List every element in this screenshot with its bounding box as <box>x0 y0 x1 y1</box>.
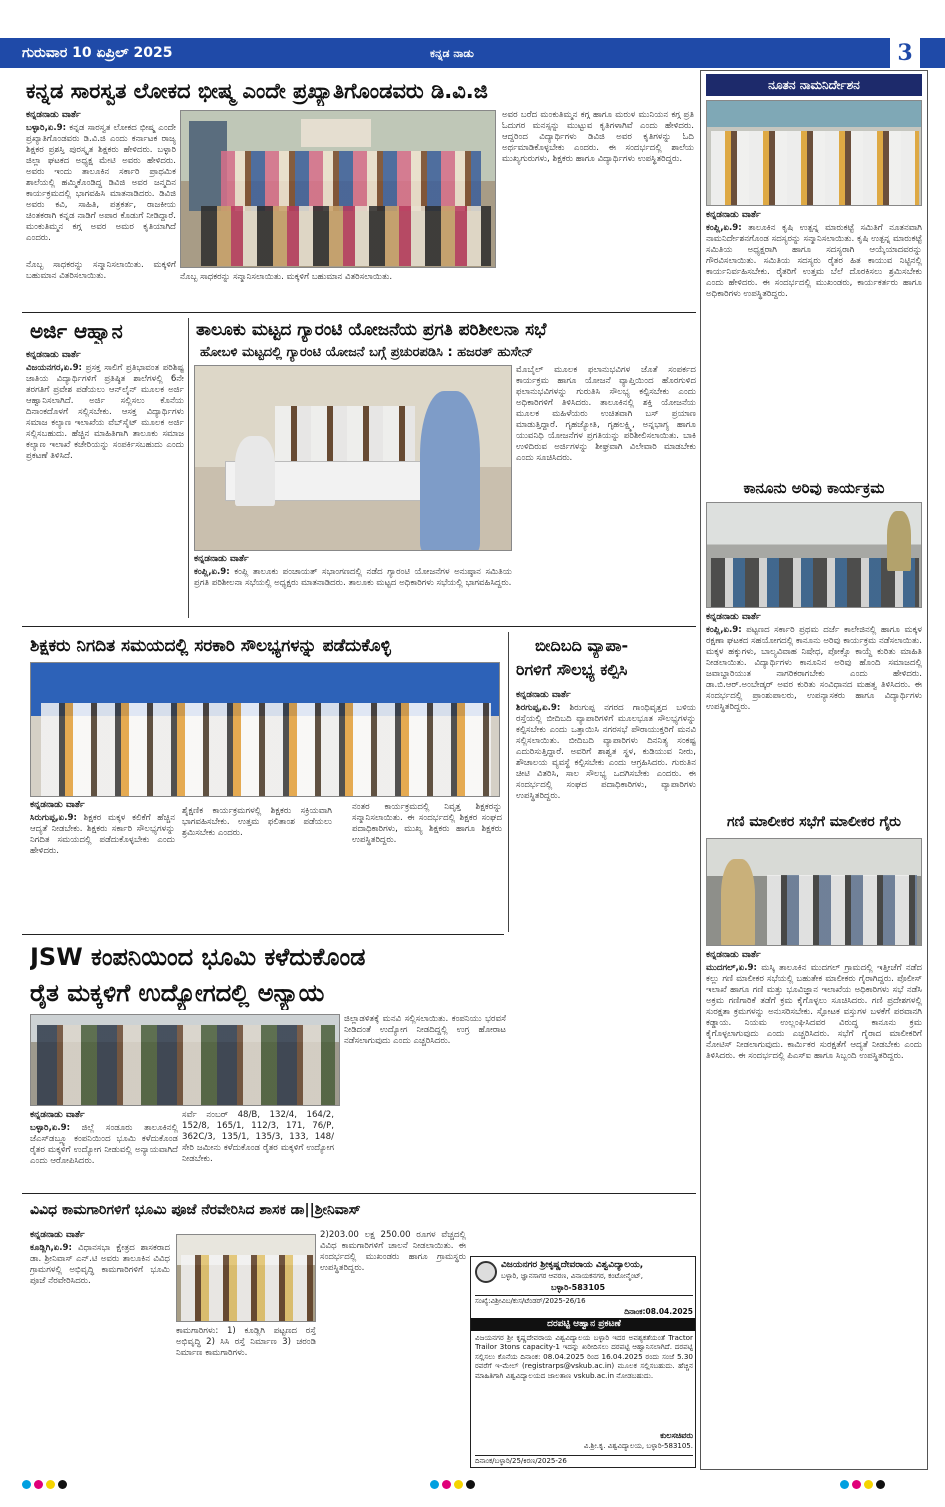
story1-photo-caption: ನೊಬ್ಬ ಸಾಧಕರನ್ನು ಸನ್ಮಾನಿಸಲಾಯಿತು. ಮಕ್ಕಳಿಗೆ ಬಹುಮಾನ ವಿತರಿಸಲಾಯಿತು. <box>180 272 393 282</box>
photo-youth-group <box>37 1025 335 1106</box>
photo-banner <box>301 119 371 147</box>
story3-caption-text: ಕಂಪ್ಲಿ ತಾಲೂಕು ಪಂಚಾಯತ್ ಸಭಾಂಗಣದಲ್ಲಿ ನಡೆದ ಗ್ಯಾರಂಟಿ ಯೋಜನೆಗಳ ಅನುಷ್ಠಾನ ಸಮಿತಿಯ ಪ್ರಗತಿ ಪರಿಶೀಲನಾ ಸಭೆಯಲ್ಲಿ ಅಧ್ಯಕ್ಷರು ಮಾತನಾಡಿದರು. ತಾಲೂಕು ಮಟ್ಟದ ಅಧಿಕಾರಿಗಳು ಸಭೆಯಲ್ಲಿ ಭಾಗವಹಿಸಿದ್ದರು. <box>194 567 512 588</box>
ad-address: ಬಳ್ಳಾರಿ, ಜ್ಞಾನಸಾಗರ ಆವರಣ, ವಿನಾಯಕನಗರ, ಕಂಟೋನ್ಮೆಂಟ್, <box>501 1272 644 1280</box>
story1-dateline: ಬಳ್ಳಾರಿ,ಏ.9: <box>26 123 67 133</box>
story5-headline-line2: ರಿಗಳಿಗೆ ಸೌಲಭ್ಯ ಕಲ್ಪಿಸಿ <box>516 660 628 679</box>
story1-headline: ಕನ್ನಡ ಸಾರಸ್ವತ ಲೋಕದ ಭೀಷ್ಮ ಎಂದೇ ಪ್ರಖ್ಯಾತಿಗೊಂಡವರು ಡಿ.ವಿ.ಜಿ <box>26 79 488 103</box>
photo-meeting-attendees <box>767 875 917 946</box>
story7-column1 <box>30 1230 170 1466</box>
side1-headline: ನೂತನ ನಾಮನಿರ್ದೇಶನ <box>768 78 860 92</box>
story5-dateline: ಶಿರಗುಪ್ಪ,ಏ.9: <box>516 703 561 713</box>
divider-1 <box>22 312 696 313</box>
story4-byline: ಕನ್ನಡನಾಡು ವಾರ್ತೆ <box>30 800 85 810</box>
side2-headline: ಕಾನೂನು ಅರಿವು ಕಾರ್ಯಕ್ರಮ <box>743 479 885 497</box>
side1-byline: ಕನ್ನಡನಾಡು ವಾರ್ತೆ <box>706 210 761 220</box>
story2-dateline: ವಿಜಯನಗರ,ಏ.9: <box>26 363 82 373</box>
ad-date: ದಿನಾಂಕ:08.04.2025 <box>624 1307 693 1316</box>
story7-dateline: ಕೂಡ್ಲಿಗಿ,ಏ.9: <box>30 1243 72 1253</box>
story3-dateline: ಕಂಪ್ಲಿ,ಏ.9: <box>194 567 230 577</box>
cmyk-dot-black <box>58 1480 67 1489</box>
side2-photo <box>706 502 922 608</box>
story6-byline: ಕನ್ನಡನಾಡು ವಾರ್ತೆ <box>30 1110 85 1120</box>
cmyk-dot-black <box>466 1480 475 1489</box>
cmyk-dot-yellow <box>864 1480 873 1489</box>
story3-photo <box>194 365 512 551</box>
divider-3 <box>22 934 504 935</box>
divider-v1 <box>188 318 189 618</box>
story3-caption <box>194 554 512 618</box>
cmyk-dot-magenta <box>852 1480 861 1489</box>
story4-column2: ಶೈಕ್ಷಣಿಕ ಕಾರ್ಯಕ್ರಮಗಳಲ್ಲಿ ಶಿಕ್ಷಕರು ಸಕ್ರಿಯವಾಗಿ ಭಾಗವಹಿಸಬೇಕು. ಉತ್ತಮ ಫಲಿತಾಂಶ ಪಡೆಯಲು ಶ್ರಮಿಸಬೇಕು ಎಂದರು. <box>182 806 332 838</box>
ad-sign-org: ವಿ.ಶ್ರೀ.ಕೃ. ವಿಶ್ವವಿದ್ಯಾಲಯ, ಬಳ್ಳಾರಿ-583105. <box>583 1442 693 1450</box>
story1-photo <box>180 110 496 268</box>
side1-photo <box>706 100 922 206</box>
photo-group-back-row <box>221 151 481 211</box>
story3-column-right <box>516 365 696 615</box>
tender-ad <box>470 1256 696 1468</box>
side1-text: ತಾಲೂಕಿನ ಕೃಷಿ ಉತ್ಪನ್ನ ಮಾರುಕಟ್ಟೆ ಸಮಿತಿಗೆ ನೂತನವಾಗಿ ನಾಮನಿರ್ದೇಶನಗೊಂಡ ಸದಸ್ಯರನ್ನು ಸನ್ಮಾನಿಸಲಾಯಿತು. ಕೃಷಿ ಉತ್ಪನ್ನ ಮಾರುಕಟ್ಟೆ ಸಮಿತಿಯ ಅಧ್ಯಕ್ಷರಾಗಿ ಹಾಗೂ ಸದಸ್ಯರಾಗಿ ಆಯ್ಕೆಯಾದವರನ್ನು ಗೌರವಿಸಲಾಯಿತು. ಸಮಿತಿಯ ಸದಸ್ಯರು ರೈತರ ಹಿತ ಕಾಯುವ ನಿಟ್ಟಿನಲ್ಲಿ ಕಾರ್ಯನಿರ್ವಹಿಸಬೇಕು. ರೈತರಿಗೆ ಉತ್ತಮ ಬೆಲೆ ದೊರಕಿಸಲು ಶ್ರಮಿಸಬೇಕು ಎಂದು ಹೇಳಿದರು. ಈ ಸಂದರ್ಭದಲ್ಲಿ ಮುಖಂಡರು, ಕಾರ್ಯಕರ್ತರು ಹಾಗೂ ಅಧಿಕಾರಿಗಳು ಉಪಸ್ಥಿತರಿದ್ದರು. <box>706 223 922 299</box>
story6-column3: ಜಿಲ್ಲಾಡಳಿತಕ್ಕೆ ಮನವಿ ಸಲ್ಲಿಸಲಾಯಿತು. ಕಂಪನಿಯು ಭರವಸೆ ನೀಡಿದಂತೆ ಉದ್ಯೋಗ ನೀಡದಿದ್ದಲ್ಲಿ ಉಗ್ರ ಹೋರಾಟ ನಡೆಸಲಾಗುವುದು ಎಂದು ಎಚ್ಚರಿಸಿದರು. <box>344 1014 506 1046</box>
photo-felicitation-group <box>711 131 919 206</box>
story4-headline: ಶಿಕ್ಷಕರು ನಿಗದಿತ ಸಮಯದಲ್ಲಿ ಸರಕಾರಿ ಸೌಲಭ್ಯಗಳನ್ನು ಪಡೆದುಕೊಳ್ಳಿ <box>30 636 391 656</box>
story1-column1 <box>26 110 176 260</box>
story5-headline-line1: ಬೀದಿಬದಿ ವ್ಯಾಪಾ- <box>535 636 629 655</box>
divider-4 <box>22 1193 696 1194</box>
cmyk-dot-magenta <box>34 1480 43 1489</box>
story4-dateline: ಸಿರುಗುಪ್ಪ,ಏ.9: <box>30 813 77 823</box>
story3-byline: ಕನ್ನಡನಾಡು ವಾರ್ತೆ <box>194 554 249 564</box>
cmyk-dot-cyan <box>430 1480 439 1489</box>
registration-marks-left <box>22 1480 112 1490</box>
story7-column3: 2)203.00 ಲಕ್ಷ 250.00 ರೂಗಳ ವೆಚ್ಚದಲ್ಲಿ ವಿವಿಧ ಕಾಮಗಾರಿಗಳಿಗೆ ಚಾಲನೆ ನೀಡಲಾಯಿತು. ಈ ಸಂದರ್ಭದಲ್ಲಿ ಮುಖಂಡರು ಹಾಗೂ ಗ್ರಾಮಸ್ಥರು ಉಪಸ್ಥಿತರಿದ್ದರು. <box>320 1230 466 1273</box>
side3-dateline: ಮುದಗಲ್,ಏ.9: <box>706 963 757 973</box>
story6-dateline: ಬಳ್ಳಾರಿ,ಏ.9: <box>30 1123 71 1133</box>
side3-photo <box>706 838 922 946</box>
side3-body <box>706 950 922 1466</box>
photo-speaker <box>887 511 911 571</box>
story5-text: ಶಿರುಗುಪ್ಪ ನಗರದ ಗಾಂಧಿವೃತ್ತದ ಬಳಿಯ ರಸ್ತೆಯಲ್ಲಿ ಬೀದಿಬದಿ ವ್ಯಾಪಾರಿಗಳಿಗೆ ಮೂಲಭೂತ ಸೌಲಭ್ಯಗಳನ್ನು ಕಲ್ಪಿಸಬೇಕು ಎಂದು ಒತ್ತಾಯಿಸಿ ನಗರಸಭೆ ಪೌರಾಯುಕ್ತರಿಗೆ ಮನವಿ ಸಲ್ಲಿಸಲಾಯಿತು. ಬೀದಿಬದಿ ವ್ಯಾಪಾರಿಗಳು ದಿನನಿತ್ಯ ಸಂಕಷ್ಟ ಎದುರಿಸುತ್ತಿದ್ದಾರೆ. ಅವರಿಗೆ ಶಾಶ್ವತ ಸ್ಥಳ, ಕುಡಿಯುವ ನೀರು, ಶೌಚಾಲಯ ವ್ಯವಸ್ಥೆ ಕಲ್ಪಿಸಬೇಕು ಎಂದು ಆಗ್ರಹಿಸಿದರು. ಗುರುತಿನ ಚೀಟಿ ವಿತರಿಸಿ, ಸಾಲ ಸೌಲಭ್ಯ ಒದಗಿಸಬೇಕು ಎಂದರು. ಈ ಸಂದರ್ಭದಲ್ಲಿ ಸಂಘದ ಪದಾಧಿಕಾರಿಗಳು, ವ್ಯಾಪಾರಿಗಳು ಉಪಸ್ಥಿತರಿದ್ದರು. <box>516 703 696 801</box>
story4-text1: ಶಿಕ್ಷಕರ ಮಕ್ಕಳ ಕಲಿಕೆಗೆ ಹೆಚ್ಚಿನ ಆದ್ಯತೆ ನೀಡಬೇಕು. ಶಿಕ್ಷಕರು ಸರ್ಕಾರಿ ಸೌಲಭ್ಯಗಳನ್ನು ನಿಗದಿತ ಸಮಯದಲ್ಲಿ ಪಡೆದುಕೊಳ್ಳಬೇಕು ಎಂದು ಹೇಳಿದರು. <box>30 813 175 856</box>
ad-ref: ಸಂಖ್ಯೆ:ವಿಶ್ರೀವಿಬ/ಕುಸ/ಟೆಂಡರ್/2025-26/16 <box>475 1295 693 1306</box>
cmyk-dot-cyan <box>22 1480 31 1489</box>
story6-photo <box>30 1014 340 1106</box>
masthead-logo: ಕನ್ನಡ ನಾಡು <box>430 47 474 60</box>
story3-subheadline: ಹೋಬಳಿ ಮಟ್ಟದಲ್ಲಿ ಗ್ಯಾರಂಟಿ ಯೋಜನೆ ಬಗ್ಗೆ ಪ್ರಚುರಪಡಿಸಿ : ಹಜರತ್ ಹುಸೇನ್ <box>200 345 534 360</box>
story5-byline: ಕನ್ನಡನಾಡು ವಾರ್ತೆ <box>516 690 571 700</box>
story5-body <box>516 690 696 1028</box>
cmyk-dot-yellow <box>454 1480 463 1489</box>
ad-body: ವಿಜಯನಗರ ಶ್ರೀ ಕೃಷ್ಣದೇವರಾಯ ವಿಶ್ವವಿದ್ಯಾಲಯ ಬಳ್ಳಾರಿ ಇದರ ಅವಶ್ಯಕತೆಯಂತೆ Tractor Trailor 3tons capacity-1 ಇದನ್ನು ಖರೀದಿಸಲು ದರಪಟ್ಟಿ ಆಹ್ವಾನಿಸಲಾಗಿದೆ. ದರಪಟ್ಟಿ ಸಲ್ಲಿಸಲು ಕೊನೆಯ ದಿನಾಂಕ: 08.04.2025 ರಿಂದ 16.04.2025 ರಂದು ಸಂಜೆ 5.30 ರವರೆಗೆ ಇ-ಮೇಲ್ (registrarps@vskub.ac.in) ಮೂಲಕ ಸಲ್ಲಿಸಬಹುದು. ಹೆಚ್ಚಿನ ಮಾಹಿತಿಗಾಗಿ ವಿಶ್ವವಿದ್ಯಾಲಯದ ಜಾಲತಾಣ vskub.ac.in ನೋಡಬಹುದು. <box>475 1333 693 1380</box>
side1-dateline: ಕಂಪ್ಲಿ,ಏ.9: <box>706 223 742 233</box>
story1-caption: ನೊಬ್ಬ ಸಾಧಕರನ್ನು ಸನ್ಮಾನಿಸಲಾಯಿತು. ಮಕ್ಕಳಿಗೆ ಬಹುಮಾನ ವಿತರಿಸಲಾಯಿತು. <box>26 260 176 281</box>
story7-column2: ಕಾಮಗಾರಿಗಳು: 1) ಕೂಡ್ಲಿಗಿ ಪಟ್ಟಣದ ರಸ್ತೆ ಅಭಿವೃದ್ಧಿ 2) ಸಿಸಿ ರಸ್ತೆ ನಿರ್ಮಾಣ 3) ಚರಂಡಿ ನಿರ್ಮಾಣ ಕಾಮಗಾರಿಗಳು. <box>176 1326 316 1358</box>
side1-body <box>706 210 922 472</box>
photo-seated-official <box>235 436 275 506</box>
university-seal-icon <box>475 1261 497 1283</box>
side2-text: ಪಟ್ಟಣದ ಸರ್ಕಾರಿ ಪ್ರಥಮ ದರ್ಜೆ ಕಾಲೇಜಿನಲ್ಲಿ ಹಾಗೂ ಮಕ್ಕಳ ರಕ್ಷಣಾ ಘಟಕದ ಸಹಯೋಗದಲ್ಲಿ ಕಾನೂನು ಅರಿವು ಕಾರ್ಯಕ್ರಮ ನಡೆಸಲಾಯಿತು. ಮಕ್ಕಳ ಹಕ್ಕುಗಳು, ಬಾಲ್ಯವಿವಾಹ ನಿಷೇಧ, ಪೋಕ್ಸೊ ಕಾಯ್ದೆ ಕುರಿತು ಮಾಹಿತಿ ನೀಡಲಾಯಿತು. ವಿದ್ಯಾರ್ಥಿಗಳು ಕಾನೂನಿನ ಅರಿವು ಹೊಂದಿ ಸಮಾಜದಲ್ಲಿ ಜವಾಬ್ದಾರಿಯುತ ನಾಗರಿಕರಾಗಬೇಕು ಎಂದು ಹೇಳಿದರು. ಡಾ.ಬಿ.ಆರ್.ಅಂಬೇಡ್ಕರ್ ಅವರ ಕುರಿತು ಸಂವಿಧಾನದ ಮಹತ್ವ ತಿಳಿಸಿದರು. ಈ ಸಂದರ್ಭದಲ್ಲಿ ಪ್ರಾಂಶುಪಾಲರು, ಉಪನ್ಯಾಸಕರು ಹಾಗೂ ವಿದ್ಯಾರ್ಥಿಗಳು ಉಪಸ್ಥಿತರಿದ್ದರು. <box>706 625 922 712</box>
story3-headline: ತಾಲೂಕು ಮಟ್ಟದ ಗ್ಯಾರಂಟಿ ಯೋಜನೆಯ ಪ್ರಗತಿ ಪರಿಶೀಲನಾ ಸಭೆ <box>196 320 547 340</box>
story1-column3 <box>502 110 694 270</box>
story2-text: ಪ್ರಸಕ್ತ ಸಾಲಿಗೆ ಪ್ರತಿಭಾವಂತ ಪರಿಶಿಷ್ಟ ಜಾತಿಯ ವಿದ್ಯಾರ್ಥಿಗಳಿಗೆ ಪ್ರತಿಷ್ಠಿತ ಶಾಲೆಗಳಲ್ಲಿ 6ನೇ ತರಗತಿಗೆ ಪ್ರವೇಶ ಪಡೆಯಲು ಆನ್‌ಲೈನ್ ಮೂಲಕ ಅರ್ಜಿ ಆಹ್ವಾನಿಸಲಾಗಿದೆ. ಅರ್ಜಿ ಸಲ್ಲಿಸಲು ಕೊನೆಯ ದಿನಾಂಕದೊಳಗೆ ಸಲ್ಲಿಸಬೇಕು. ಆಸಕ್ತ ವಿದ್ಯಾರ್ಥಿಗಳು ಸಮಾಜ ಕಲ್ಯಾಣ ಇಲಾಖೆಯ ವೆಬ್‌ಸೈಟ್ ಮೂಲಕ ಅರ್ಜಿ ಸಲ್ಲಿಸಬಹುದು. ಹೆಚ್ಚಿನ ಮಾಹಿತಿಗಾಗಿ ತಾಲೂಕು ಸಮಾಜ ಕಲ್ಯಾಣ ಇಲಾಖೆ ಕಚೇರಿಯನ್ನು ಸಂಪರ್ಕಿಸಬಹುದು ಎಂದು ಪ್ರಕಟಣೆ ತಿಳಿಸಿದೆ. <box>26 363 184 461</box>
story6-headline-line1: JSW ಕಂಪನಿಯಿಂದ ಭೂಮಿ ಕಳೆದುಕೊಂಡ <box>30 943 366 971</box>
story7-headline: ವಿವಿಧ ಕಾಮಗಾರಿಗಳಿಗೆ ಭೂಮಿ ಪೂಜೆ ನೆರವೇರಿಸಿದ ಶಾಸಕ ಡಾ||ಶ್ರೀನಿವಾಸ್ <box>30 1202 361 1218</box>
photo-people-row <box>275 406 415 461</box>
ad-title: ದರಪಟ್ಟಿ ಆಹ್ವಾನ ಪ್ರಕಟಣೆ <box>471 1318 696 1331</box>
story4-column3: ನಂತರ ಕಾರ್ಯಕ್ರಮದಲ್ಲಿ ನಿವೃತ್ತ ಶಿಕ್ಷಕರನ್ನು ಸನ್ಮಾನಿಸಲಾಯಿತು. ಈ ಸಂದರ್ಭದಲ್ಲಿ ಶಿಕ್ಷಕರ ಸಂಘದ ಪದಾಧಿಕಾರಿಗಳು, ಮುಖ್ಯ ಶಿಕ್ಷಕರು ಹಾಗೂ ಶಿಕ್ಷಕರು ಉಪಸ್ಥಿತರಿದ್ದರು. <box>352 802 502 845</box>
photo-ceremony-people <box>181 1255 313 1322</box>
photo-police-officer <box>721 859 755 946</box>
side3-byline: ಕನ್ನಡನಾಡು ವಾರ್ತೆ <box>706 950 761 960</box>
ad-signature: ಕುಲಸಚಿವರು <box>660 1431 693 1440</box>
story6-text1: ಜಿಲ್ಲೆ ಸಂಡೂರು ತಾಲೂಕಿನಲ್ಲಿ ಜೆಎಸ್‌ಡಬ್ಲ್ಯೂ ಕಂಪನಿಯಿಂದ ಭೂಮಿ ಕಳೆದುಕೊಂಡ ರೈತರ ಮಕ್ಕಳಿಗೆ ಉದ್ಯೋಗ ನೀಡುವಲ್ಲಿ ಅನ್ಯಾಯವಾಗಿದೆ ಎಂದು ಆರೋಪಿಸಿದರು. <box>30 1123 178 1166</box>
cmyk-dot-black <box>876 1480 885 1489</box>
story2-headline: ಅರ್ಜಿ ಆಹ್ವಾನ <box>30 319 123 343</box>
side2-body <box>706 612 922 806</box>
divider-v2 <box>508 632 509 932</box>
registration-marks-right <box>840 1480 930 1490</box>
divider-2 <box>22 626 696 627</box>
story1-byline: ಕನ್ನಡನಾಡು ವಾರ್ತೆ <box>26 110 81 120</box>
story7-text1: ವಿಧಾನಸಭಾ ಕ್ಷೇತ್ರದ ಶಾಸಕರಾದ ಡಾ. ಶ್ರೀನಿವಾಸ್ ಎನ್.ಟಿ ಅವರು ತಾಲೂಕಿನ ವಿವಿಧ ಗ್ರಾಮಗಳಲ್ಲಿ ಅಭಿವೃದ್ಧಿ ಕಾಮಗಾರಿಗಳಿಗೆ ಭೂಮಿ ಪೂಜೆ ನೆರವೇರಿಸಿದರು. <box>30 1243 170 1286</box>
cmyk-dot-cyan <box>840 1480 849 1489</box>
ad-university: ವಿಜಯನಗರ ಶ್ರೀಕೃಷ್ಣದೇವರಾಯ ವಿಶ್ವವಿದ್ಯಾಲಯ, <box>501 1260 644 1270</box>
story7-byline: ಕನ್ನಡನಾಡು ವಾರ್ತೆ <box>30 1230 85 1240</box>
side2-dateline: ಕಂಪ್ಲಿ,ಏ.9: <box>706 625 742 635</box>
story7-photo <box>176 1234 316 1322</box>
side3-text: ಮಸ್ಕಿ ತಾಲೂಕಿನ ಮುದಗಲ್ ಗ್ರಾಮದಲ್ಲಿ ಇತ್ತೀಚೆಗೆ ನಡೆದ ಕಲ್ಲು ಗಣಿ ಮಾಲೀಕರ ಸಭೆಯಲ್ಲಿ ಬಹುತೇಕ ಮಾಲೀಕರು ಗೈರಾಗಿದ್ದರು. ಪೊಲೀಸ್ ಇಲಾಖೆ ಹಾಗೂ ಗಣಿ ಮತ್ತು ಭೂವಿಜ್ಞಾನ ಇಲಾಖೆಯ ಅಧಿಕಾರಿಗಳು ಸಭೆ ನಡೆಸಿ ಅಕ್ರಮ ಗಣಿಗಾರಿಕೆ ತಡೆಗೆ ಕ್ರಮ ಕೈಗೊಳ್ಳಲು ಸೂಚಿಸಿದರು. ಗಣಿ ಪ್ರದೇಶಗಳಲ್ಲಿ ಸುರಕ್ಷತಾ ಕ್ರಮಗಳನ್ನು ಅನುಸರಿಸಬೇಕು. ಸ್ಫೋಟಕ ವಸ್ತುಗಳ ಬಳಕೆಗೆ ಪರವಾನಗಿ ಕಡ್ಡಾಯ. ನಿಯಮ ಉಲ್ಲಂಘಿಸಿದವರ ವಿರುದ್ಧ ಕಾನೂನು ಕ್ರಮ ಕೈಗೊಳ್ಳಲಾಗುವುದು ಎಂದು ಎಚ್ಚರಿಸಿದರು. ಸಭೆಗೆ ಗೈರಾದ ಮಾಲೀಕರಿಗೆ ನೋಟಿಸ್ ನೀಡಲಾಗುವುದು. ಕಾರ್ಮಿಕರ ಸುರಕ್ಷತೆಗೆ ಆದ್ಯತೆ ನೀಡಬೇಕು ಎಂದು ತಿಳಿಸಿದರು. ಈ ಸಂದರ್ಭದಲ್ಲಿ ಪಿಎಸ್‌ಐ ಹಾಗೂ ಸಿಬ್ಬಂದಿ ಉಪಸ್ಥಿತರಿದ್ದರು. <box>706 963 922 1061</box>
cmyk-dot-magenta <box>442 1480 451 1489</box>
side3-headline: ಗಣಿ ಮಾಲೀಕರ ಸಭೆಗೆ ಮಾಲೀಕರ ಗೈರು <box>727 814 901 830</box>
story1-text1: ಕನ್ನಡ ಸಾರಸ್ವತ ಲೋಕದ ಭೀಷ್ಮ ಎಂದೇ ಪ್ರಖ್ಯಾತಿಗೊಂಡವರು ಡಿ.ವಿ.ಜಿ ಎಂದು ಕರ್ನಾಟಕ ರಾಜ್ಯ ಶಿಕ್ಷಕರ ಪ್ರಶಸ್ತಿ ಪುರಸ್ಕೃತ ಶಿಕ್ಷಕರು ಹೇಳಿದರು. ಬಳ್ಳಾರಿ ಜಿಲ್ಲಾ ಘಟಕದ ಅಧ್ಯಕ್ಷ ಮೇಟಿ ಅವರು ಹೇಳಿದರು. ಅವರು ಇಂದು ತಾಲೂಕಿನ ಸರ್ಕಾರಿ ಪ್ರಾಥಮಿಕ ಶಾಲೆಯಲ್ಲಿ ಹಮ್ಮಿಕೊಂಡಿದ್ದ ಡಿವಿಜಿ ಅವರ ಜನ್ಮದಿನ ಕಾರ್ಯಕ್ರಮದಲ್ಲಿ ಭಾಗವಹಿಸಿ ಮಾತನಾಡಿದರು. ಡಿವಿಜಿ ಅವರು ಕವಿ, ಸಾಹಿತಿ, ಪತ್ರಕರ್ತ, ರಾಜಕೀಯ ಚಿಂತಕರಾಗಿ ಕನ್ನಡ ನಾಡಿಗೆ ಅಪಾರ ಕೊಡುಗೆ ನೀಡಿದ್ದಾರೆ. ಮಂಕುತಿಮ್ಮನ ಕಗ್ಗ ಅವರ ಅಮರ ಕೃತಿಯಾಗಿದೆ ಎಂದರು. <box>26 123 176 243</box>
ad-pin: ಬಳ್ಳಾರಿ-583105 <box>551 1283 606 1292</box>
registration-marks-center <box>430 1480 520 1490</box>
story2-body <box>26 350 184 612</box>
story3-text: ಮೊಬೈಲ್ ಮೂಲಕ ಫಲಾನುಭವಿಗಳ ಜೊತೆ ಸಂಪರ್ಕದ ಕಾರ್ಯಕ್ರಮ ಹಾಗೂ ಯೋಜನೆ ವ್ಯಾಪ್ತಿಯಿಂದ ಹೊರಗುಳಿದ ಫಲಾನುಭವಿಗಳನ್ನು ಗುರುತಿಸಿ ಸೌಲಭ್ಯ ಕಲ್ಪಿಸಬೇಕು ಎಂದು ಅಧಿಕಾರಿಗಳಿಗೆ ತಿಳಿಸಿದರು. ತಾಲೂಕಿನಲ್ಲಿ ಶಕ್ತಿ ಯೋಜನೆಯ ಮೂಲಕ ಮಹಿಳೆಯರು ಉಚಿತವಾಗಿ ಬಸ್ ಪ್ರಯಾಣ ಮಾಡುತ್ತಿದ್ದಾರೆ. ಗೃಹಜ್ಯೋತಿ, ಗೃಹಲಕ್ಷ್ಮಿ, ಅನ್ನಭಾಗ್ಯ ಹಾಗೂ ಯುವನಿಧಿ ಯೋಜನೆಗಳ ಪ್ರಗತಿಯನ್ನು ಪರಿಶೀಲಿಸಲಾಯಿತು. ಬಾಕಿ ಉಳಿದಿರುವ ಅರ್ಜಿಗಳನ್ನು ಶೀಘ್ರವಾಗಿ ವಿಲೇವಾರಿ ಮಾಡಬೇಕು ಎಂದು ಸೂಚಿಸಿದರು. <box>516 365 696 463</box>
story2-byline: ಕನ್ನಡನಾಡು ವಾರ್ತೆ <box>26 350 81 360</box>
ad-footer: ದಿನಾಂಕ/ಬಳ್ಳಾರಿ/25/ಕಿರಣ/2025-26 <box>475 1455 693 1466</box>
story6-headline-line2: ರೈತ ಮಕ್ಕಳಿಗೆ ಉದ್ಯೋಗದಲ್ಲಿ ಅನ್ಯಾಯ <box>30 979 325 1007</box>
story4-column1 <box>30 800 175 930</box>
story6-column2: ಸರ್ವೆ ನಂಬರ್ 48/B, 132/4, 164/2, 152/8, 165/1, 112/3, 171, 76/P, 362C/3, 135/1, 135/3, 133, 148/ ಸೇರಿ ಜಮೀನು ಕಳೆದುಕೊಂಡ ರೈತರ ಮಕ್ಕಳಿಗೆ ಉದ್ಯೋಗ ನೀಡಬೇಕು. <box>182 1110 334 1164</box>
photo-standing-man <box>420 391 480 551</box>
side2-byline: ಕನ್ನಡನಾಡು ವಾರ್ತೆ <box>706 612 761 622</box>
cmyk-dot-yellow <box>46 1480 55 1489</box>
header-date: ಗುರುವಾರ 10 ಏಪ್ರಿಲ್ 2025 <box>22 45 173 61</box>
photo-group-front-row <box>201 206 491 266</box>
story6-column1 <box>30 1110 178 1190</box>
page-number: 3 <box>890 38 920 68</box>
story1-text3: ಅವರ ಬರೆದ ಮಂಕುತಿಮ್ಮನ ಕಗ್ಗ ಹಾಗೂ ಮರುಳ ಮುನಿಯನ ಕಗ್ಗ ಪ್ರತಿ ಓದುಗರ ಮನಸ್ಸನ್ನು ಮುಟ್ಟುವ ಕೃತಿಗಳಾಗಿವೆ ಎಂದು ಹೇಳಿದರು. ಆದ್ದರಿಂದ ವಿದ್ಯಾರ್ಥಿಗಳು ಡಿವಿಜಿ ಅವರ ಕೃತಿಗಳನ್ನು ಓದಿ ಅರ್ಥಮಾಡಿಕೊಳ್ಳಬೇಕು ಎಂದರು. ಈ ಸಂದರ್ಭದಲ್ಲಿ ಶಾಲೆಯ ಮುಖ್ಯಗುರುಗಳು, ಶಿಕ್ಷಕರು ಹಾಗೂ ವಿದ್ಯಾರ್ಥಿಗಳು ಉಪಸ್ಥಿತರಿದ್ದರು. <box>502 110 694 164</box>
